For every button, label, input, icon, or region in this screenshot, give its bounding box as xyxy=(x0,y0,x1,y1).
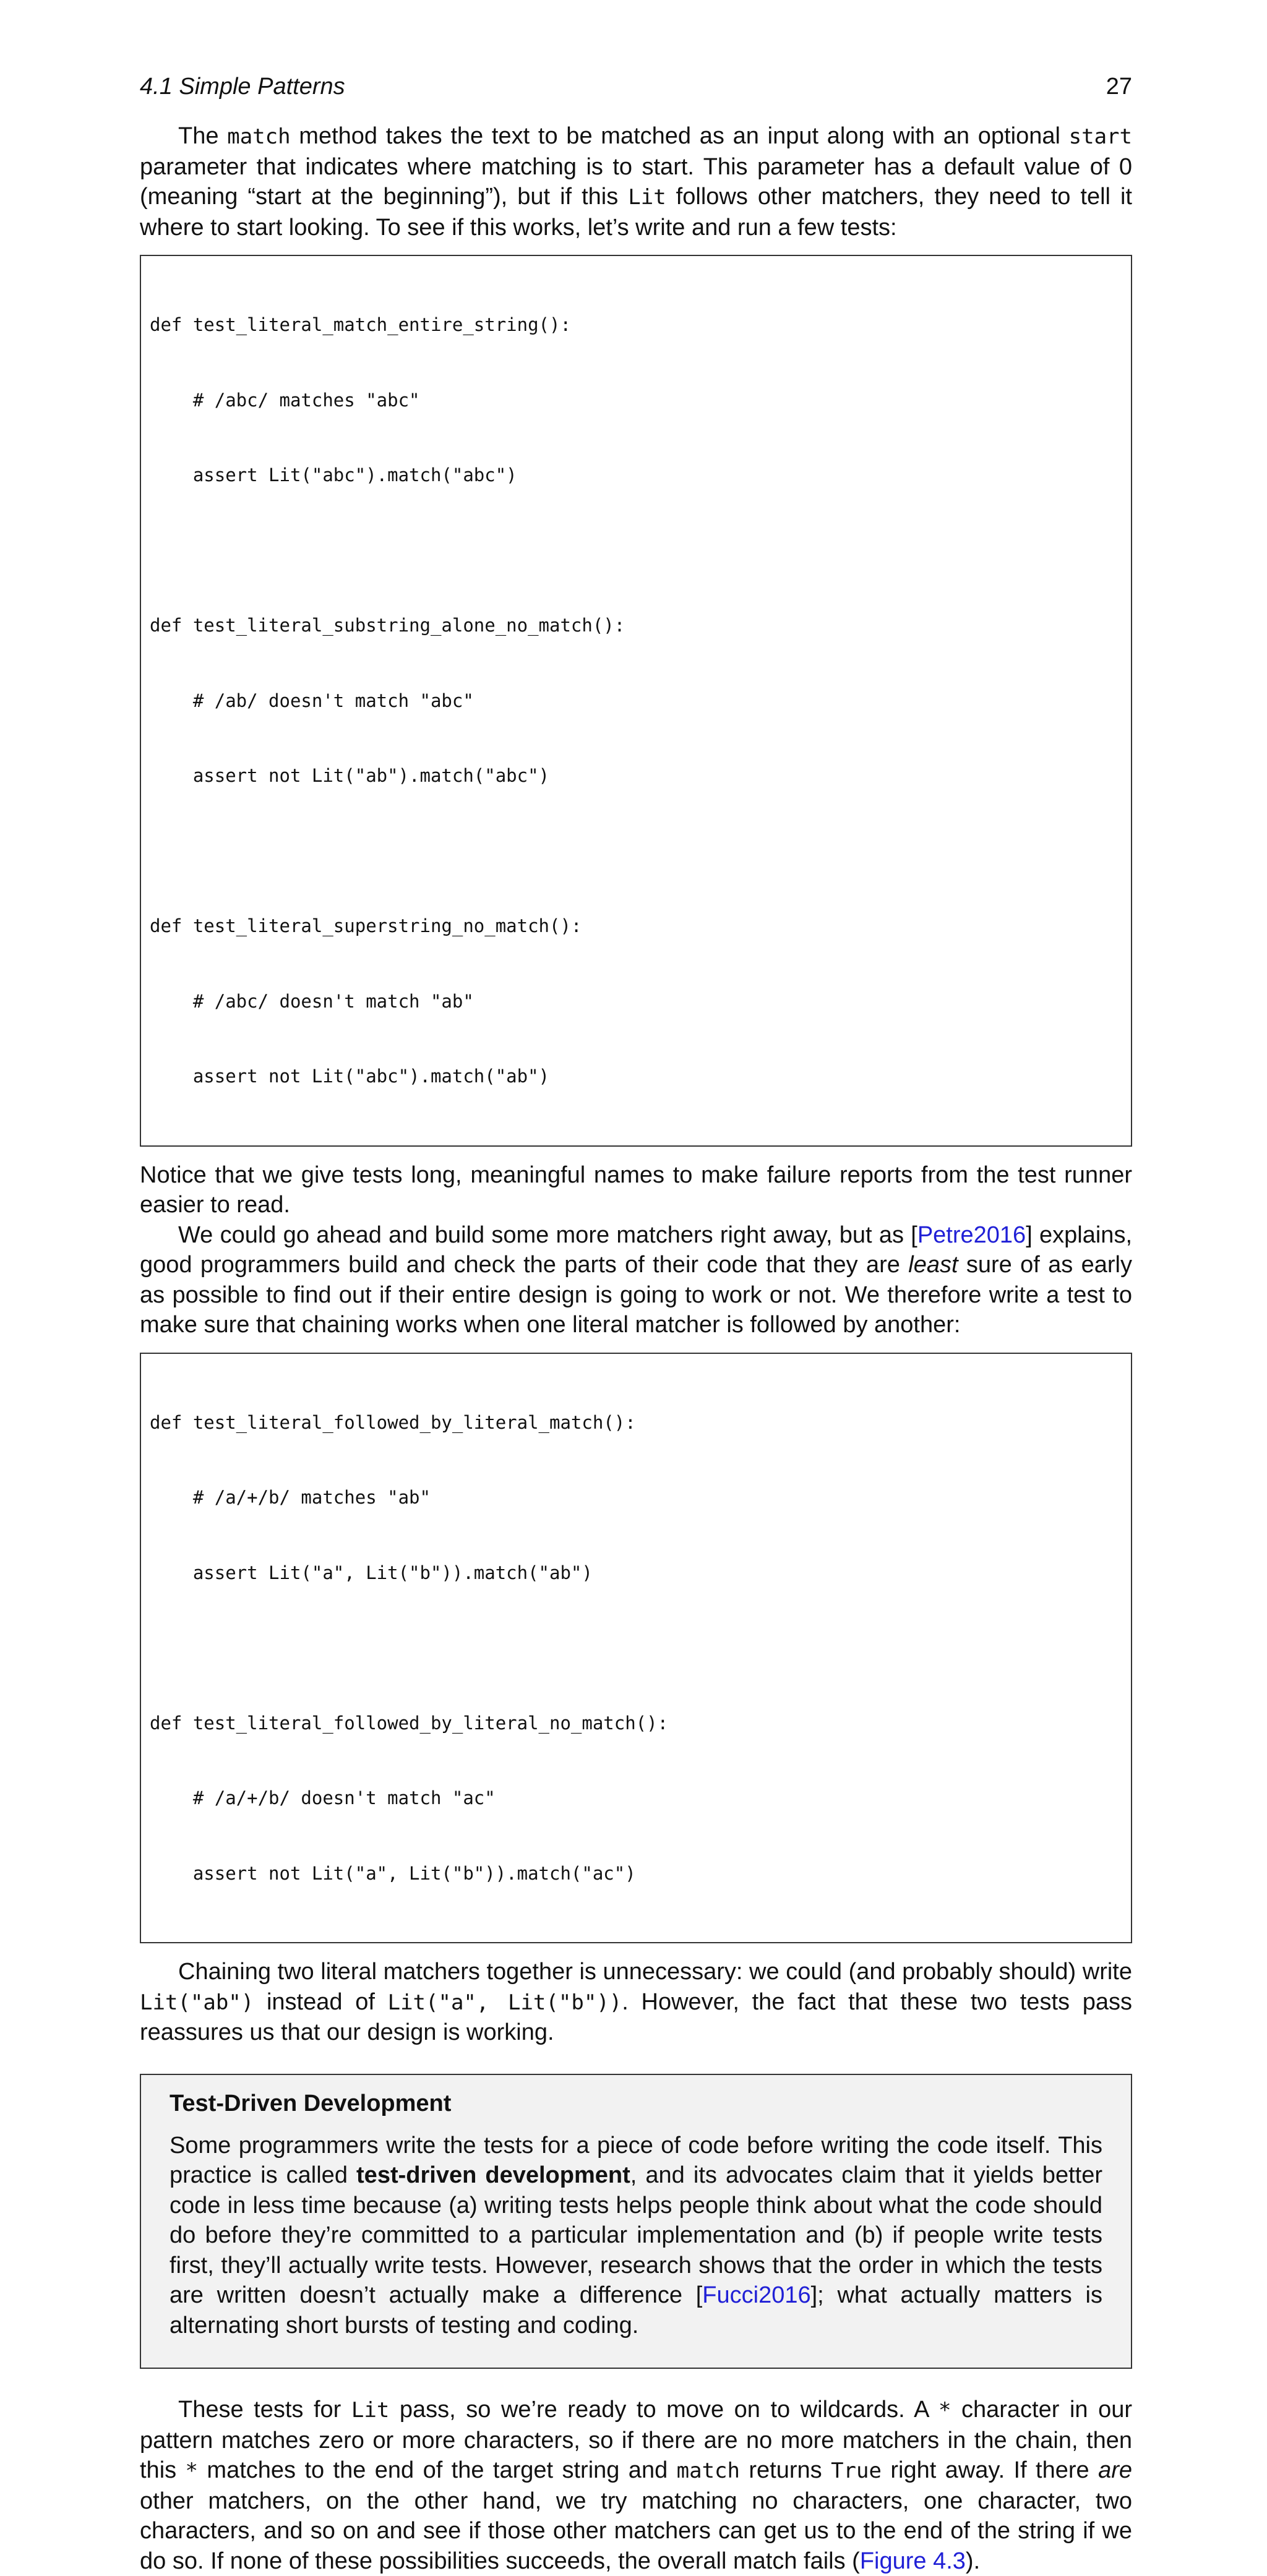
text: These tests for xyxy=(178,2397,351,2423)
inline-code-start: start xyxy=(1068,124,1132,149)
text: Some programmers write the tests for a piece of code before writing the code itself. This practice is called xyxy=(170,2132,1102,2188)
citation-link-petre2016[interactable]: Petre2016 xyxy=(917,1222,1026,1248)
code-line xyxy=(150,538,1122,563)
inline-code: match xyxy=(676,2458,740,2483)
text: , and its advocates claim that it yields better code in less time because (a) writing tests helps people think about what the code should do before they’re committed to a particular implementation and (b) if people write tests first, they’ll actually write tests. However, research shows that the order in which the tests are written doesn’t actually make a difference [ xyxy=(170,2162,1102,2308)
text: other matchers, on the other hand, we try matching no characters, one character, two characters, and so on and see if those other matchers can get us to the end of the string if we do so. If none of these possibilities succeeds, the overall match fails ( xyxy=(140,2488,1132,2574)
inline-code: * xyxy=(185,2458,199,2483)
inline-code: * xyxy=(938,2398,951,2423)
code-block-chaining-tests xyxy=(140,1353,1132,1944)
code-line: def test_literal_superstring_no_match(): xyxy=(150,915,582,936)
emphasis: are xyxy=(1098,2457,1132,2483)
text: ]; what actually matters is alternating short bursts of testing and coding. xyxy=(170,2282,1102,2339)
code-line: # /abc/ matches "abc" xyxy=(150,389,420,411)
callout-title: Test-Driven Development xyxy=(170,2090,452,2116)
paragraph-chaining xyxy=(140,1957,1132,2048)
text: ] explains, good programmers build and check the parts of their code that they are xyxy=(140,1222,1132,1278)
inline-code-match: match xyxy=(227,124,291,149)
callout-body xyxy=(170,2131,1102,2341)
text: character in our pattern matches zero or more characters, so if there are no more matchers in the chain, then this xyxy=(140,2397,1132,2483)
code-line: def test_literal_followed_by_literal_no_match(): xyxy=(150,1712,669,1734)
paragraph-match-method xyxy=(140,121,1132,242)
code-line: assert not Lit("ab").match("abc") xyxy=(150,765,550,786)
text: returns xyxy=(739,2457,831,2483)
text: Chaining two literal matchers together is unnecessary: we could (and probably should) write xyxy=(178,1959,1132,1985)
inline-code: Lit xyxy=(351,2398,390,2423)
text: The xyxy=(178,123,228,149)
paragraph-more-matchers xyxy=(140,1220,1132,1340)
text: right away. If there xyxy=(881,2457,1099,2483)
inline-code: True xyxy=(831,2458,882,2483)
text: . However, the fact that these two tests pass reassures us that our design is working. xyxy=(140,1988,1132,2045)
text: method takes the text to be matched as an input along with an optional xyxy=(290,123,1069,149)
text: parameter that indicates where matching is to start. This parameter has a default value of 0 (meaning “start at the beginning”), but if this xyxy=(140,153,1132,210)
code-line: assert not Lit("a", Lit("b")).match("ac") xyxy=(150,1862,636,1884)
running-header xyxy=(140,69,1132,104)
citation-link-fucci2016[interactable]: Fucci2016 xyxy=(702,2282,811,2308)
code-block-literal-tests xyxy=(140,255,1132,1147)
code-line: def test_literal_followed_by_literal_match(): xyxy=(150,1411,636,1433)
text: sure of as early as possible to find out if their entire design is going to work or not. We therefore write a test to make sure that chaining works when one literal matcher is followed by another: xyxy=(140,1252,1132,1338)
text: We could go ahead and build some more matchers right away, but as [ xyxy=(178,1222,917,1248)
code-line: assert not Lit("abc").match("ab") xyxy=(150,1066,550,1087)
code-line: assert Lit("abc").match("abc") xyxy=(150,464,517,486)
text: ). xyxy=(965,2548,981,2574)
code-line: # /abc/ doesn't match "ab" xyxy=(150,990,474,1012)
code-line: def test_literal_substring_alone_no_match(): xyxy=(150,615,625,636)
page-content xyxy=(140,121,1132,2576)
inline-code: Lit("a", Lit("b")) xyxy=(387,1990,622,2015)
text: matches to the end of the target string and xyxy=(198,2457,677,2483)
emphasis: least xyxy=(908,1252,958,1278)
figure-link-4-3[interactable]: Figure 4.3 xyxy=(859,2548,966,2574)
page-number: 27 xyxy=(1106,74,1132,100)
section-title: 4.1 Simple Patterns xyxy=(140,74,345,100)
code-line xyxy=(150,1635,1122,1661)
code-line: # /a/+/b/ matches "ab" xyxy=(150,1487,431,1508)
paragraph-test-names: Notice that we give tests long, meaningful names to make failure reports from the test runner easier to read. xyxy=(140,1162,1132,1218)
code-line: def test_literal_match_entire_string(): xyxy=(150,314,571,335)
text: instead of xyxy=(254,1988,388,2015)
code-line: assert Lit("a", Lit("b")).match("ab") xyxy=(150,1562,593,1583)
callout-box-tdd xyxy=(140,2074,1132,2369)
paragraph-wildcards xyxy=(140,2395,1132,2576)
code-line: # /a/+/b/ doesn't match "ac" xyxy=(150,1787,496,1808)
text: pass, so we’re ready to move on to wildcards. A xyxy=(389,2397,938,2423)
bold-term: test-driven development xyxy=(356,2162,630,2188)
inline-code: Lit("ab") xyxy=(140,1990,254,2015)
code-line: # /ab/ doesn't match "abc" xyxy=(150,690,474,711)
text: follows other matchers, they need to tell it where to start looking. To see if this works, let’s write and run a few tests: xyxy=(140,184,1132,241)
inline-code-lit: Lit xyxy=(628,185,666,210)
code-line xyxy=(150,839,1122,864)
